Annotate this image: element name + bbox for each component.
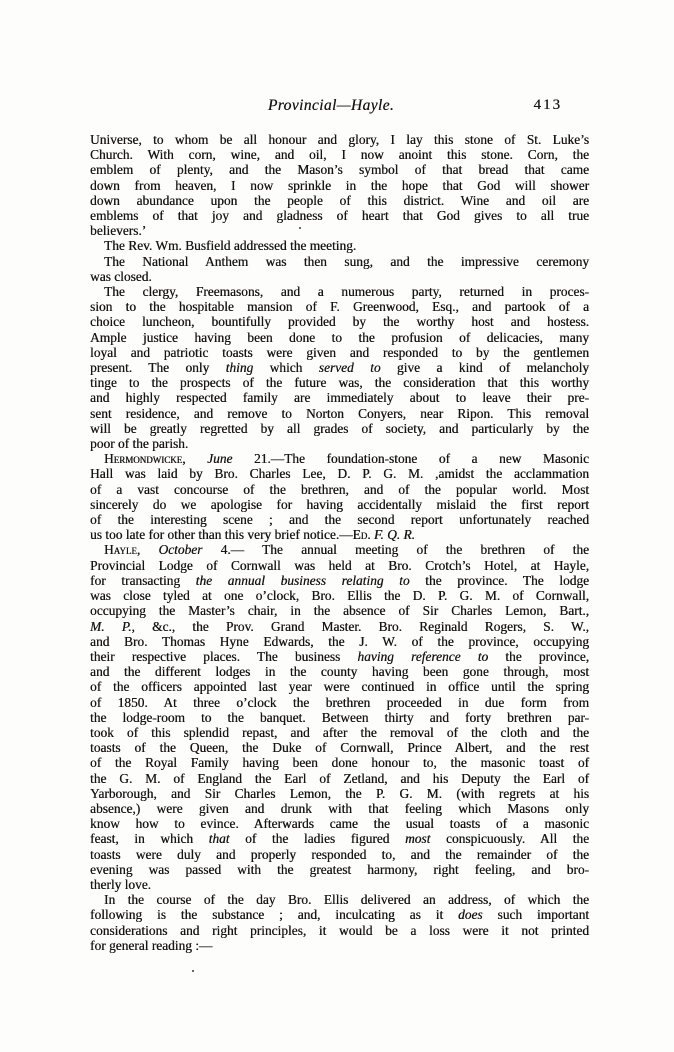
paragraph bbox=[90, 542, 589, 892]
page-number: 413 bbox=[533, 97, 562, 113]
text-line: will be greatly regretted by all grades of society, and particularly by the bbox=[90, 420, 589, 436]
text-line: toasts of the Queen, the Duke of Cornwall, Prince Albert, and the rest bbox=[90, 740, 589, 756]
text-line: was closed. bbox=[90, 268, 152, 284]
paragraph bbox=[90, 132, 589, 238]
text-line: sent residence, and remove to Norton Conyers, near Ripon. This removal bbox=[90, 405, 589, 421]
text-line: In the course of the day Bro. Ellis delivered an address, of which the bbox=[104, 892, 589, 908]
text-line: The clergy, Freemasons, and a numerous party, returned in proces- bbox=[104, 284, 589, 300]
text-line: emblems of that joy and gladness of heart that God gives to all true bbox=[90, 208, 589, 224]
text-block bbox=[90, 132, 589, 953]
text-line: evening was passed with the greatest harmony, right feeling, and bro- bbox=[90, 861, 589, 877]
text-line: Hayle, October 4.— The annual meeting of the brethren of the bbox=[104, 542, 589, 558]
ink-speck-artifact bbox=[192, 970, 194, 972]
text-line: of 1850. At three o’clock the brethren proceeded in due form from bbox=[90, 694, 589, 710]
text-line: Universe, to whom be all honour and glory, I lay this stone of St. Luke’s bbox=[90, 132, 589, 147]
text-line: toasts were duly and properly responded to, and the remainder of the bbox=[90, 846, 589, 862]
text-line: following is the substance ; and, inculcating as it does such important bbox=[90, 907, 589, 923]
text-line: sion to the hospitable mansion of F. Greenwood, Esq., and partook of a bbox=[90, 299, 589, 315]
text-line: Hall was laid by Bro. Charles Lee, D. P. G. M. ,amidst the acclammation bbox=[90, 466, 589, 482]
text-line: us too late for other than this very brief notice.—Ed. F. Q. R. bbox=[90, 527, 415, 543]
text-line: of a vast concourse of the brethren, and of the popular world. Most bbox=[90, 481, 589, 497]
paragraph bbox=[90, 284, 589, 451]
paragraph bbox=[90, 892, 589, 953]
text-line: The National Anthem was then sung, and the impressive ceremony bbox=[104, 253, 589, 269]
text-line: sincerely do we apologise for having accidentally mislaid the first report bbox=[90, 496, 589, 512]
text-line: Church. With corn, wine, and oil, I now anoint this stone. Corn, the bbox=[90, 147, 589, 163]
text-line: of the Royal Family having been done honour to, the masonic toast of bbox=[90, 755, 589, 771]
text-line: believers.’ bbox=[90, 223, 147, 239]
text-line: absence,) were given and drunk with that feeling which Masons only bbox=[90, 800, 589, 816]
text-line: loyal and patriotic toasts were given and responded to by the gentlemen bbox=[90, 344, 589, 360]
text-line: Ample justice having been done to the profusion of delicacies, many bbox=[90, 329, 589, 345]
text-line: considerations and right principles, it would be a loss were it not printed bbox=[90, 922, 589, 938]
text-line: therly love. bbox=[90, 876, 151, 892]
text-line: Hermondwicke, June 21.—The foundation-stone of a new Masonic bbox=[104, 451, 589, 467]
text-line: occupying the Master’s chair, in the absence of Sir Charles Lemon, Bart., bbox=[90, 603, 589, 619]
text-line: emblem of plenty, and the Mason’s symbol of that bread that came bbox=[90, 162, 589, 178]
text-line: of the officers appointed last year were continued in office until the spring bbox=[90, 679, 589, 695]
text-line: tinge to the prospects of the future was, the consideration that this worthy bbox=[90, 375, 589, 391]
text-line: and Bro. Thomas Hyne Edwards, the J. W. of the province, occupying bbox=[90, 633, 589, 649]
text-line: feast, in which that of the ladies figured most conspicuously. All the bbox=[90, 831, 590, 847]
text-line: Yarborough, and Sir Charles Lemon, the P. G. M. (with regrets at his bbox=[90, 785, 589, 801]
page-header bbox=[90, 97, 590, 119]
text-line: The Rev. Wm. Busfield addressed the meeting. bbox=[104, 238, 357, 254]
text-line: and the different lodges in the county having been gone through, most bbox=[90, 664, 589, 680]
text-line: for transacting the annual business relating to the province. The lodge bbox=[90, 572, 590, 588]
text-line: and highly respected family are immediately about to leave their pre- bbox=[90, 390, 589, 406]
text-line: took of this splendid repast, and after the removal of the cloth and the bbox=[90, 724, 589, 740]
text-line: down abundance upon the people of this district. Wine and oil are bbox=[90, 192, 589, 208]
text-line: for general reading :— bbox=[90, 937, 213, 953]
text-line: was close tyled at one o’clock, Bro. Ellis the D. P. G. M. of Cornwall, bbox=[90, 588, 589, 604]
paragraph bbox=[90, 451, 589, 542]
paragraph bbox=[90, 254, 589, 284]
text-line: down from heaven, I now sprinkle in the hope that God will shower bbox=[90, 177, 589, 193]
ink-speck-artifact bbox=[299, 227, 301, 229]
text-line: choice luncheon, bountifully provided by the worthy host and hostess. bbox=[90, 314, 589, 330]
text-line: poor of the parish. bbox=[90, 436, 189, 452]
text-line: M. P., &c., the Prov. Grand Master. Bro. Reginald Rogers, S. W., bbox=[90, 618, 589, 634]
text-line: present. The only thing which served to give a kind of melancholy bbox=[90, 360, 589, 376]
paragraph bbox=[90, 238, 589, 253]
text-line: know how to evince. Afterwards came the usual toasts of a masonic bbox=[90, 816, 589, 832]
text-line: the G. M. of England the Earl of Zetland, and his Deputy the Earl of bbox=[90, 770, 589, 786]
text-line: of the interesting scene ; and the second report unfortunately reached bbox=[90, 512, 589, 528]
text-line: the lodge-room to the banquet. Between thirty and forty brethren par- bbox=[90, 709, 589, 725]
running-title: Provincial—Hayle. bbox=[267, 97, 395, 114]
text-line: their respective places. The business having reference to the province, bbox=[90, 648, 589, 664]
text-line: Provincial Lodge of Cornwall was held at Bro. Crotch’s Hotel, at Hayle, bbox=[90, 557, 589, 573]
